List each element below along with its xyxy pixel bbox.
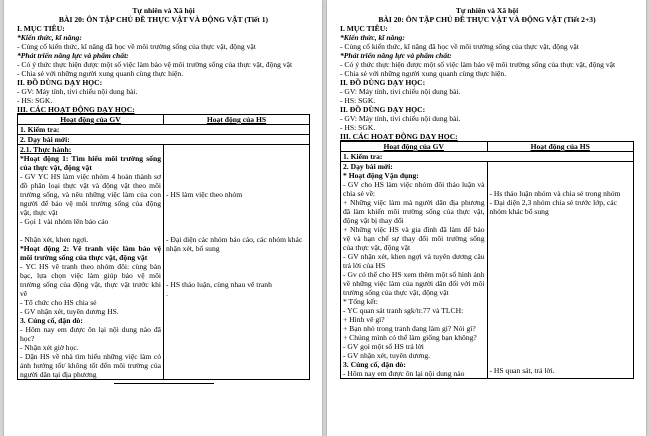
activity-1-report: - Gọi 1 vài nhóm lên báo cáo	[20, 217, 109, 226]
competency-heading: *Phát triển năng lực và phẩm chất:	[340, 51, 452, 60]
summary-q3: + Chúng mình có thể làm giống bạn không?	[343, 333, 477, 342]
knowledge-heading: *Kiến thức, kĩ năng:	[340, 33, 405, 42]
summary-q1: + Hình vẽ gì?	[343, 315, 385, 324]
student-cell	[164, 145, 310, 380]
student-groupwork: - HS làm việc theo nhóm	[166, 190, 243, 199]
knowledge-heading: *Kiến thức, kĩ năng:	[17, 33, 82, 42]
row-check: 1. Kiểm tra:	[341, 152, 634, 162]
col-header-teacher: Hoạt động của GV	[341, 142, 488, 152]
competency-line-2: - Chia sẻ với những người xung quanh cùng thực hiện.	[340, 69, 507, 78]
student-discuss: - Hs thảo luận nhóm và chia sẻ trong nhóm	[489, 189, 621, 198]
materials-teacher: - GV: Máy tính, tivi chiếu nội dung bài.	[17, 87, 138, 96]
section-materials: II. ĐỒ DÙNG DẠY HỌC:	[17, 78, 103, 87]
activity-2-heading: *Hoạt động 2: Vẽ tranh việc làm bảo vệ môi trường sống của thực vật, động vật	[20, 244, 161, 262]
document-page-left	[4, 0, 322, 436]
apply-point-1: + Những việc làm mà người dân địa phương đã làm khiến môi trường sống của thực vật, động vật bị thay đổi	[343, 198, 485, 225]
activity-1-task: - GV YC HS làm việc nhóm 4 hoàn thành sơ đồ phân loại thực vật và động vật theo môi trường sống, và nêu những việc làm của con người để bảo vệ môi trường sống của động vật, thực vật	[20, 172, 161, 217]
lesson-title: BÀI 20: ÔN TẬP CHỦ ĐỀ THỰC VẬT VÀ ĐỘNG VẬT (Tiết 1)	[58, 15, 269, 24]
subject-heading: Tự nhiên và Xã hội	[455, 6, 519, 15]
summary-answer: - GV gọi một số HS trả lời	[343, 342, 424, 351]
materials-teacher-repeat: - GV: Máy tính, tivi chiếu nội dung bài.	[340, 114, 461, 123]
competency-line-2: - Chia sẻ với những người xung quanh cùng thực hiện.	[17, 69, 184, 78]
student-drawing: - HS thảo luận, cùng nhau vẽ tranh	[166, 280, 272, 289]
wrap-up-heading: 3. Củng cố, dặn dò:	[20, 316, 83, 325]
competency-heading: *Phát triển năng lực và phẩm chất:	[17, 51, 129, 60]
row-new-lesson: 2. Dạy bài mới:	[18, 135, 310, 145]
wrap-up-review: - Nhận xét giờ học.	[20, 343, 79, 352]
activity-2-praise: - GV nhận xét, tuyên dương HS.	[20, 307, 119, 316]
summary-q2: + Bạn nhỏ trong tranh đang làm gì? Nói gì?	[343, 324, 476, 333]
student-cell	[487, 162, 634, 379]
wrap-up-homework: - Dặn HS về nhà tìm hiểu những việc làm có ảnh hưởng tốt/ không tốt đến môi trường của người dân tại địa phương	[20, 352, 161, 379]
activity-1-heading: *Hoạt động 1: Tìm hiểu môi trường sống của thực vật, động vật	[20, 154, 161, 172]
row-check: 1. Kiểm tra:	[18, 125, 310, 135]
competency-line-1: - Có ý thức thực hiện được một số việc làm bảo vệ môi trường sống của thực vật, động vật	[17, 60, 293, 69]
section-objectives: I. MỤC TIÊU:	[17, 24, 65, 33]
col-header-student: Hoạt động của HS	[164, 115, 310, 125]
section-activities: III. CÁC HOẠT ĐỘNG DẠY HỌC:	[17, 105, 135, 114]
activity-2-share: - Tổ chức cho HS chia sẻ	[20, 298, 97, 307]
wrap-up-question: - Hôm nay em được ôn lại nội dung nào	[343, 369, 465, 378]
wrap-up-heading: 3. Củng cố, dặn dò:	[343, 360, 406, 369]
student-observe: - HS quan sát, trả lời.	[489, 366, 555, 375]
apply-images: - Gv có thể cho HS xem thêm một số hình ảnh về những việc làm của người dân đối với môi trường sống của thực vật, động vật	[343, 270, 485, 297]
teacher-cell	[18, 145, 164, 380]
student-dot: .	[166, 289, 168, 298]
competency-line-1: - Có ý thức thực hiện được một số việc làm bảo vệ môi trường sống của thực vật, động vật	[340, 60, 616, 69]
section-objectives: I. MỤC TIÊU:	[340, 24, 388, 33]
student-report: - Đại diện các nhóm báo cáo, các nhóm khác nhận xét, bổ sung	[166, 235, 303, 253]
knowledge-line: - Củng cố kiến thức, kĩ năng đã học về môi trường sống của thực vật, động vật	[340, 42, 579, 51]
summary-task: - YC quan sát tranh sgk/tr.77 và TLCH:	[343, 306, 464, 315]
summary-praise: - GV nhận xét, tuyên dương.	[343, 351, 431, 360]
apply-point-2: + Những việc HS và gia đình đã làm để bảo vệ và hạn chế sự thay đổi môi trường sống của thực vật, động vật	[343, 225, 485, 252]
apply-task: - GV cho HS làm việc nhóm đôi thảo luận và chia sẻ về:	[343, 180, 485, 198]
row-new-lesson: 2. Dạy bài mới:	[343, 162, 393, 171]
divider-line	[114, 383, 214, 384]
materials-student: - HS: SGK.	[340, 96, 376, 105]
knowledge-line: - Củng cố kiến thức, kĩ năng đã học về môi trường sống của thực vật, động vật	[17, 42, 256, 51]
apply-heading: * Hoạt động Vận dụng:	[343, 171, 419, 180]
activities-table	[340, 141, 634, 379]
section-materials: II. ĐỒ DÙNG DẠY HỌC:	[340, 78, 426, 87]
col-header-teacher: Hoạt động của GV	[18, 115, 164, 125]
teacher-cell	[341, 162, 488, 379]
document-page-right	[327, 0, 646, 436]
subject-heading: Tự nhiên và Xã hội	[132, 6, 195, 15]
materials-teacher: - GV: Máy tính, tivi chiếu nội dung bài.	[340, 87, 461, 96]
practice-heading: 2.1. Thực hành:	[20, 145, 72, 154]
activities-table	[17, 114, 310, 380]
col-header-student: Hoạt động của HS	[487, 142, 634, 152]
materials-student: - HS: SGK.	[17, 96, 53, 105]
section-materials-repeat: II. ĐỒ DÙNG DẠY HỌC:	[340, 105, 426, 114]
activity-1-praise: - Nhận xét, khen ngợi.	[20, 235, 89, 244]
summary-heading: * Tổng kết:	[343, 297, 378, 306]
apply-praise: - GV nhận xét, khen ngợi và tuyên dương câu trả lời của HS	[343, 252, 485, 270]
section-activities: III. CÁC HOẠT ĐỘNG DẠY HỌC:	[340, 132, 458, 141]
lesson-title: BÀI 20: ÔN TẬP CHỦ ĐỀ THỰC VẬT VÀ ĐỘNG VẬT (Tiết 2+3)	[378, 15, 596, 24]
wrap-up-question: - Hôm nay em được ôn lại nội dung nào đã học?	[20, 325, 161, 343]
materials-student-repeat: - HS: SGK.	[340, 123, 376, 132]
student-share: - Đại diện 2,3 nhóm chia sẻ trước lớp, các nhóm khác bổ sung	[489, 198, 617, 216]
activity-2-task: - YC HS vẽ tranh theo nhóm đôi: cùng bàn bạc, lựa chọn việc làm giúp bảo vệ môi trường sống của động vật, thực vật trước khi vẽ	[20, 262, 161, 298]
